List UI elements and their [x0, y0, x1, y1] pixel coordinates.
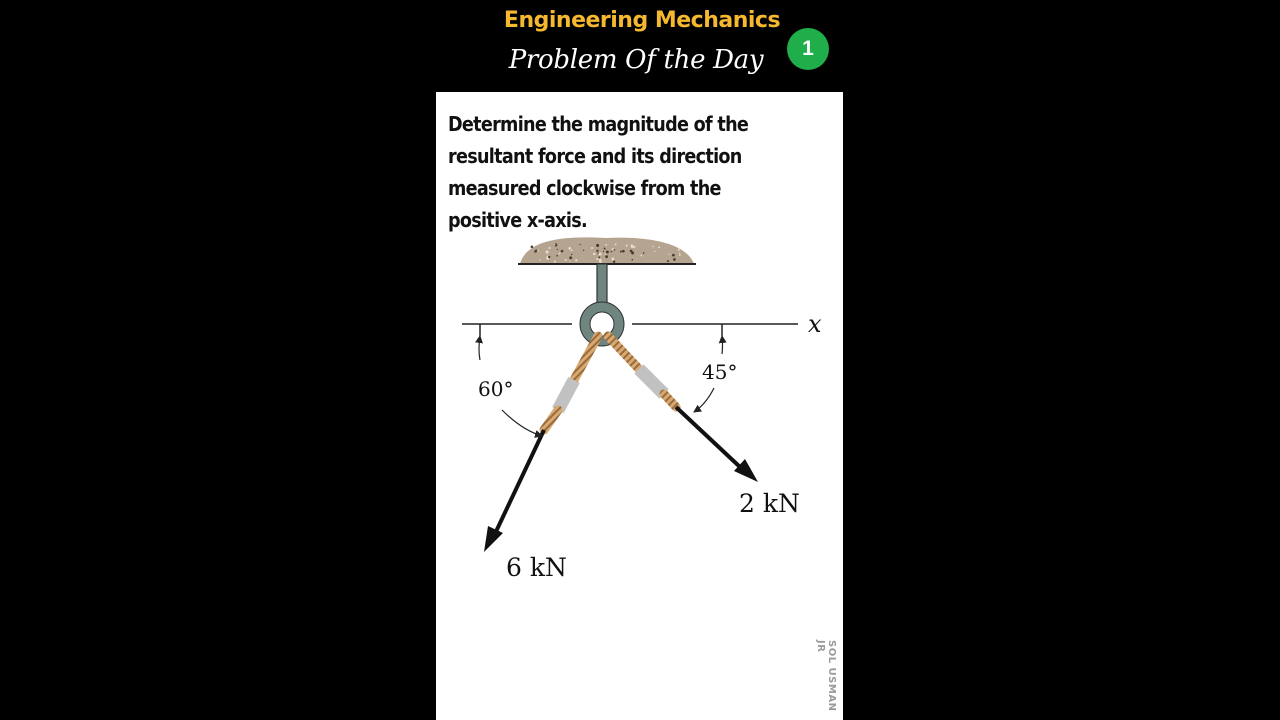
angle-60-label: 60° — [478, 377, 514, 401]
rope-right — [608, 336, 676, 407]
problem-panel — [436, 92, 843, 720]
x-reference-line — [462, 324, 798, 336]
angle-45-label: 45° — [702, 360, 738, 384]
ceiling-support — [518, 237, 696, 264]
problem-statement: Determine the magnitude of the resultant force and its direction measured clockwise from the positive x-axis. — [448, 112, 749, 232]
problem-number-badge: 1 — [787, 28, 829, 70]
force-6kN-arrow — [484, 430, 544, 552]
x-axis-label: x — [808, 310, 822, 338]
force-2kN-arrow — [676, 407, 758, 482]
force-2kN-label: 2 kN — [739, 489, 800, 518]
eye-bolt — [580, 264, 624, 346]
rope-left — [544, 336, 598, 430]
force-6kN-label: 6 kN — [506, 553, 567, 582]
force-diagram — [436, 92, 843, 720]
watermark: SOL USMAN JR — [815, 640, 837, 712]
header-title: Engineering Mechanics — [503, 8, 781, 33]
header-subtitle: Problem Of the Day — [508, 45, 764, 75]
